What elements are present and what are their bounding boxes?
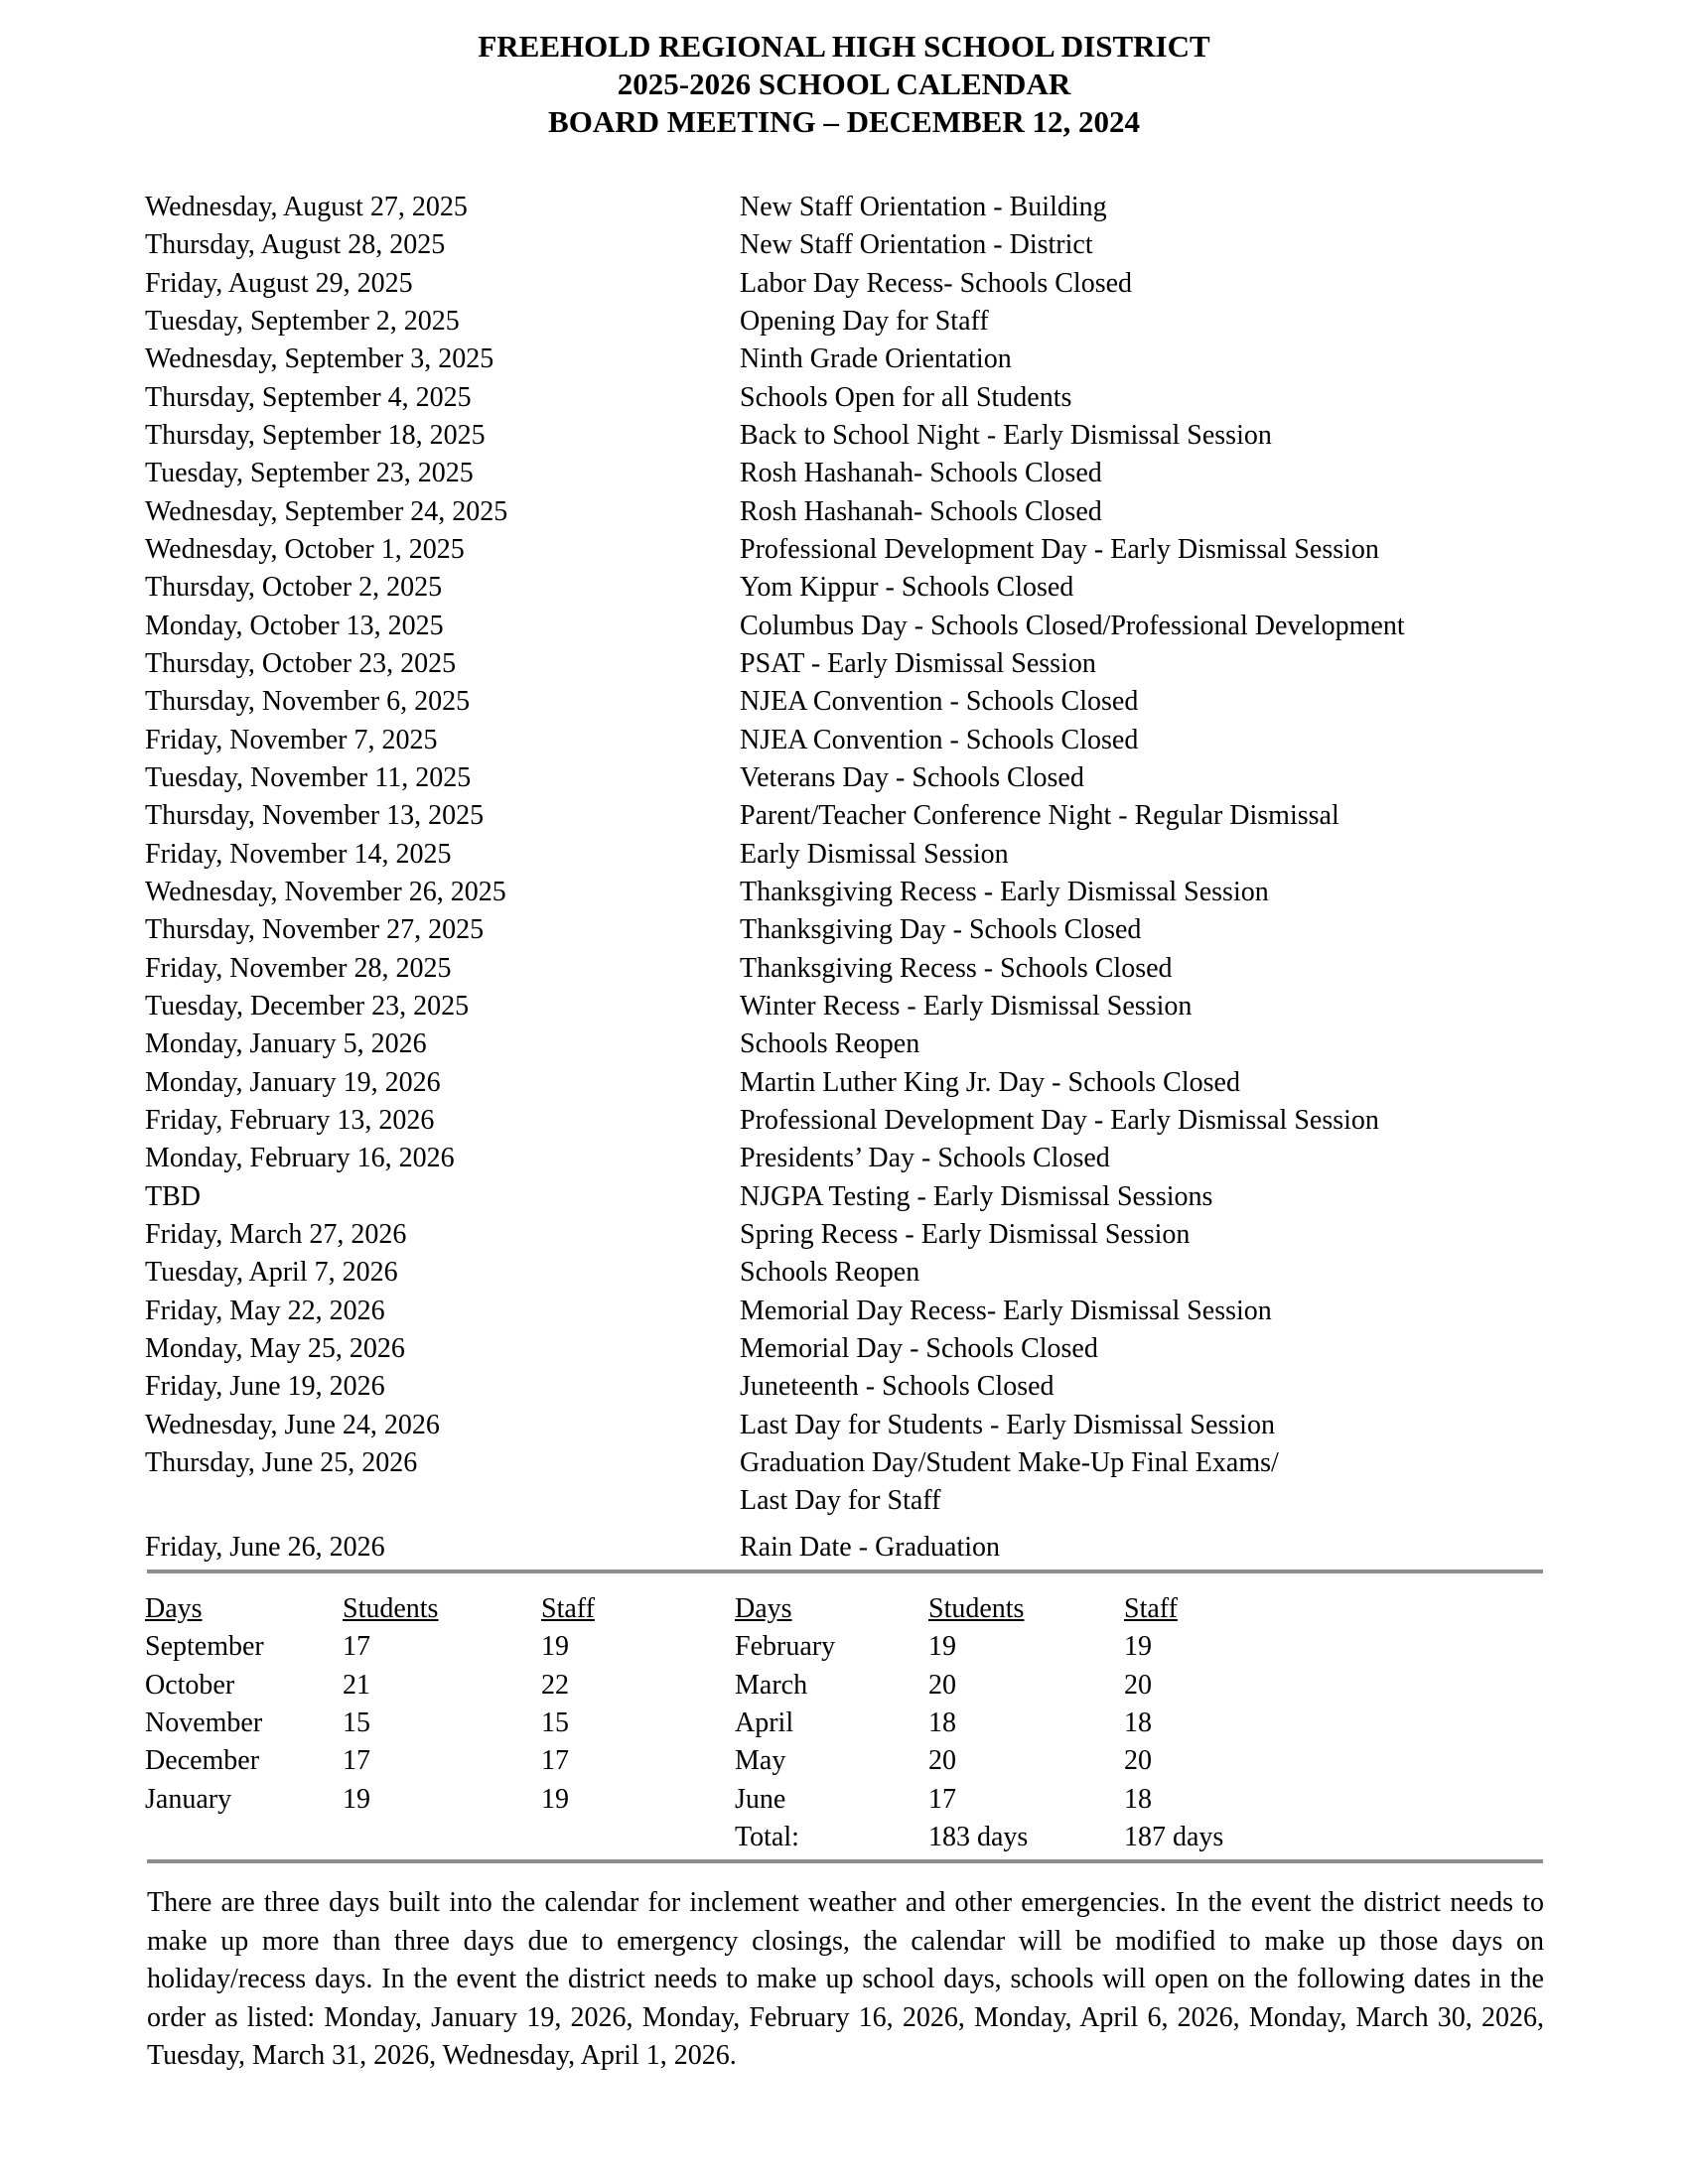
- column-header-students: Students: [343, 1593, 439, 1624]
- schedule-row: [145, 1293, 1545, 1330]
- schedule-event: Winter Recess - Early Dismissal Session: [740, 990, 1193, 1022]
- schedule-row: [145, 645, 1545, 683]
- schedule-row: [145, 874, 1545, 911]
- schedule-event: Thanksgiving Recess - Early Dismissal Session: [740, 876, 1269, 907]
- schedule-date: Wednesday, September 3, 2025: [145, 343, 494, 375]
- attendance-row: [145, 1628, 735, 1666]
- column-header-days: Days: [735, 1593, 792, 1624]
- schedule-date: Monday, February 16, 2026: [145, 1143, 455, 1174]
- column-header-days: Days: [145, 1593, 203, 1624]
- schedule-row: [145, 226, 1545, 264]
- staff-days-cell: 20: [1124, 1669, 1152, 1701]
- calendar-title: 2025-2026 SCHOOL CALENDAR: [617, 67, 1071, 101]
- attendance-row: [735, 1781, 1545, 1819]
- schedule-row: [145, 303, 1545, 341]
- schedule-row: [145, 911, 1545, 949]
- staff-days-cell: 22: [541, 1669, 569, 1701]
- schedule-date: Thursday, September 18, 2025: [145, 419, 486, 451]
- schedule-event: Spring Recess - Early Dismissal Session: [740, 1218, 1191, 1250]
- schedule-event: Yom Kippur - Schools Closed: [740, 572, 1074, 604]
- schedule-event: Professional Development Day - Early Dismissal Session: [740, 1104, 1379, 1136]
- schedule-date: Monday, January 19, 2026: [145, 1066, 441, 1098]
- schedule-row: [145, 1064, 1545, 1102]
- month-cell: January: [145, 1783, 232, 1815]
- month-cell: December: [145, 1745, 260, 1777]
- attendance-row: [145, 1705, 735, 1742]
- schedule-event: NJEA Convention - Schools Closed: [740, 724, 1139, 755]
- student-days-cell: 20: [928, 1669, 956, 1701]
- attendance-row: [735, 1819, 1545, 1856]
- student-days-cell: 183 days: [928, 1821, 1029, 1852]
- schedule-date: Tuesday, September 2, 2025: [145, 305, 460, 337]
- staff-days-cell: 18: [1124, 1706, 1152, 1738]
- schedule-row: [145, 722, 1545, 759]
- schedule-event: Thanksgiving Recess - Schools Closed: [740, 952, 1173, 984]
- schedule-event: Presidents’ Day - Schools Closed: [740, 1143, 1110, 1174]
- schedule-event: Rain Date - Graduation: [740, 1532, 1001, 1564]
- attendance-header-row: [735, 1590, 1545, 1628]
- schedule-row: [145, 1102, 1545, 1140]
- schedule-date: Thursday, August 28, 2025: [145, 229, 446, 261]
- schedule-date: Friday, November 7, 2025: [145, 724, 438, 755]
- schedule-row: [145, 189, 1545, 226]
- student-days-cell: 19: [343, 1783, 370, 1815]
- schedule-date: Friday, May 22, 2026: [145, 1295, 385, 1326]
- schedule-event: Memorial Day Recess- Early Dismissal Session: [740, 1295, 1272, 1326]
- month-cell: November: [145, 1706, 263, 1738]
- schedule-date: Friday, November 28, 2025: [145, 952, 452, 984]
- schedule-event: Thanksgiving Day - Schools Closed: [740, 914, 1142, 946]
- month-cell: June: [735, 1783, 786, 1815]
- schedule-date: Thursday, June 25, 2026: [145, 1446, 418, 1478]
- schedule-event: Veterans Day - Schools Closed: [740, 761, 1084, 793]
- schedule-event: PSAT - Early Dismissal Session: [740, 647, 1096, 679]
- calendar-schedule-list: [145, 189, 1545, 1568]
- column-header-staff: Staff: [541, 1593, 595, 1624]
- schedule-event: Ninth Grade Orientation: [740, 343, 1012, 375]
- schedule-row: [145, 836, 1545, 874]
- attendance-row: [735, 1667, 1545, 1705]
- staff-days-cell: 19: [1124, 1631, 1152, 1663]
- attendance-table-right: [735, 1590, 1545, 1856]
- attendance-right-rows: [735, 1628, 1545, 1856]
- schedule-row: [145, 1254, 1545, 1292]
- schedule-event: Last Day for Staff: [740, 1485, 941, 1517]
- schedule-date: Wednesday, June 24, 2026: [145, 1409, 440, 1440]
- student-days-cell: 20: [928, 1745, 956, 1777]
- student-days-cell: 21: [343, 1669, 370, 1701]
- staff-days-cell: 18: [1124, 1783, 1152, 1815]
- schedule-event: Professional Development Day - Early Dismissal Session: [740, 533, 1379, 565]
- attendance-header-row: [145, 1590, 735, 1628]
- schedule-row: [145, 1444, 1545, 1482]
- schedule-date: Friday, June 26, 2026: [145, 1532, 385, 1564]
- staff-days-cell: 15: [541, 1706, 569, 1738]
- schedule-row: [145, 950, 1545, 988]
- attendance-row: [145, 1667, 735, 1705]
- schedule-row: [145, 608, 1545, 645]
- schedule-event: Opening Day for Staff: [740, 305, 989, 337]
- schedule-date: [145, 1482, 740, 1520]
- schedule-event: Columbus Day - Schools Closed/Professional Development: [740, 610, 1405, 641]
- schedule-row: [145, 1529, 1545, 1567]
- attendance-row: [735, 1742, 1545, 1780]
- month-cell: May: [735, 1745, 786, 1777]
- schedule-row: [145, 265, 1545, 303]
- attendance-row: [735, 1705, 1545, 1742]
- attendance-table-left: [145, 1590, 735, 1819]
- month-cell: March: [735, 1669, 808, 1701]
- schedule-event: NJEA Convention - Schools Closed: [740, 686, 1139, 718]
- staff-days-cell: 187 days: [1124, 1821, 1224, 1852]
- staff-days-cell: 17: [541, 1745, 569, 1777]
- schedule-event: Parent/Teacher Conference Night - Regular Dismissal: [740, 800, 1339, 832]
- schedule-row: [145, 1407, 1545, 1444]
- district-title: FREEHOLD REGIONAL HIGH SCHOOL DISTRICT: [478, 29, 1210, 64]
- emergency-makeup-note: There are three days built into the calendar for inclement weather and other emergencies. In the event the district needs to make up more than three days due to emergency closings, the calendar will be modified to make up those days on holiday/recess days. In the event the district needs to make up school days, schools will open on the following dates in the order as listed: Monday, January 19, 2026, Monday, February 16, 2026, Monday, April 6, 2026, Monday, March 30, 2026, Tuesday, March 31, 2026, Wednesday, April 1, 2026.: [147, 1887, 1544, 2072]
- schedule-event: New Staff Orientation - District: [740, 229, 1093, 261]
- schedule-event: Rosh Hashanah- Schools Closed: [740, 495, 1102, 527]
- schedule-row: [145, 1482, 1545, 1520]
- schedule-date: Thursday, November 13, 2025: [145, 800, 485, 832]
- schedule-date: Tuesday, April 7, 2026: [145, 1257, 398, 1289]
- schedule-row: [145, 683, 1545, 721]
- schedule-event: Schools Reopen: [740, 1257, 920, 1289]
- month-cell: April: [735, 1706, 794, 1738]
- schedule-date: Wednesday, October 1, 2025: [145, 533, 465, 565]
- schedule-date: Thursday, September 4, 2025: [145, 381, 472, 413]
- schedule-event: Martin Luther King Jr. Day - Schools Closed: [740, 1066, 1240, 1098]
- board-meeting-subtitle: BOARD MEETING – DECEMBER 12, 2024: [548, 104, 1140, 139]
- table-bottom-rule: [147, 1859, 1543, 1863]
- student-days-cell: 15: [343, 1706, 370, 1738]
- schedule-date: Monday, January 5, 2026: [145, 1028, 427, 1060]
- schedule-date: Wednesday, November 26, 2025: [145, 876, 506, 907]
- attendance-row: [145, 1781, 735, 1819]
- schedule-event: Last Day for Students - Early Dismissal Session: [740, 1409, 1275, 1440]
- schedule-event: New Staff Orientation - Building: [740, 192, 1107, 222]
- schedule-row: [145, 797, 1545, 835]
- schedule-date: Friday, August 29, 2025: [145, 267, 413, 299]
- schedule-row: [145, 417, 1545, 455]
- schedule-date: Friday, March 27, 2026: [145, 1218, 407, 1250]
- student-days-cell: 19: [928, 1631, 956, 1663]
- column-header-staff: Staff: [1124, 1593, 1178, 1624]
- schedule-date: TBD: [145, 1180, 201, 1212]
- month-cell: September: [145, 1631, 264, 1663]
- schedule-row: [145, 1330, 1545, 1368]
- schedule-row: [145, 493, 1545, 531]
- schedule-date: Wednesday, August 27, 2025: [145, 192, 468, 222]
- schedule-date: Tuesday, December 23, 2025: [145, 990, 470, 1022]
- attendance-left-rows: [145, 1628, 735, 1819]
- schedule-event: Rosh Hashanah- Schools Closed: [740, 458, 1102, 489]
- schedule-event: Schools Reopen: [740, 1028, 920, 1060]
- schedule-event: Labor Day Recess- Schools Closed: [740, 267, 1133, 299]
- column-header-students: Students: [928, 1593, 1025, 1624]
- schedule-event: Early Dismissal Session: [740, 838, 1009, 870]
- schedule-event: Memorial Day - Schools Closed: [740, 1332, 1098, 1364]
- student-days-cell: 17: [343, 1745, 370, 1777]
- student-days-cell: 17: [928, 1783, 956, 1815]
- student-days-cell: 18: [928, 1706, 956, 1738]
- schedule-date: Friday, February 13, 2026: [145, 1104, 435, 1136]
- schedule-event: Back to School Night - Early Dismissal Session: [740, 419, 1272, 451]
- schedule-row: [145, 1178, 1545, 1216]
- schedule-row: [145, 759, 1545, 797]
- schedule-row: [145, 341, 1545, 378]
- schedule-row: [145, 455, 1545, 492]
- schedule-date: Tuesday, November 11, 2025: [145, 761, 472, 793]
- schedule-row: [145, 1368, 1545, 1406]
- schedule-row: [145, 1216, 1545, 1254]
- staff-days-cell: 19: [541, 1631, 569, 1663]
- schedule-date: Thursday, November 6, 2025: [145, 686, 471, 718]
- schedule-row: [145, 569, 1545, 607]
- schedule-event: NJGPA Testing - Early Dismissal Sessions: [740, 1180, 1213, 1212]
- schedule-row: [145, 379, 1545, 417]
- month-cell: February: [735, 1631, 836, 1663]
- schedule-row: [145, 531, 1545, 569]
- schedule-date: Friday, June 19, 2026: [145, 1371, 385, 1403]
- staff-days-cell: 20: [1124, 1745, 1152, 1777]
- month-cell: October: [145, 1669, 235, 1701]
- schedule-event: Graduation Day/Student Make-Up Final Exams/: [740, 1446, 1279, 1478]
- staff-days-cell: 19: [541, 1783, 569, 1815]
- schedule-date: Monday, October 13, 2025: [145, 610, 444, 641]
- schedule-date: Wednesday, September 24, 2025: [145, 495, 508, 527]
- schedule-date: Tuesday, September 23, 2025: [145, 458, 474, 489]
- student-days-cell: 17: [343, 1631, 370, 1663]
- attendance-row: [735, 1628, 1545, 1666]
- month-cell: Total:: [735, 1821, 799, 1852]
- schedule-date: Thursday, November 27, 2025: [145, 914, 485, 946]
- schedule-row: [145, 1025, 1545, 1063]
- attendance-row: [145, 1742, 735, 1780]
- schedule-event: Schools Open for all Students: [740, 381, 1072, 413]
- schedule-row: [145, 1140, 1545, 1177]
- schedule-date: Friday, November 14, 2025: [145, 838, 452, 870]
- schedule-date: Monday, May 25, 2026: [145, 1332, 405, 1364]
- document-header: [0, 28, 1688, 141]
- schedule-event: Juneteenth - Schools Closed: [740, 1371, 1055, 1403]
- schedule-date: Thursday, October 2, 2025: [145, 572, 443, 604]
- schedule-date: Thursday, October 23, 2025: [145, 647, 457, 679]
- schedule-row: [145, 988, 1545, 1025]
- table-top-rule: [147, 1570, 1543, 1573]
